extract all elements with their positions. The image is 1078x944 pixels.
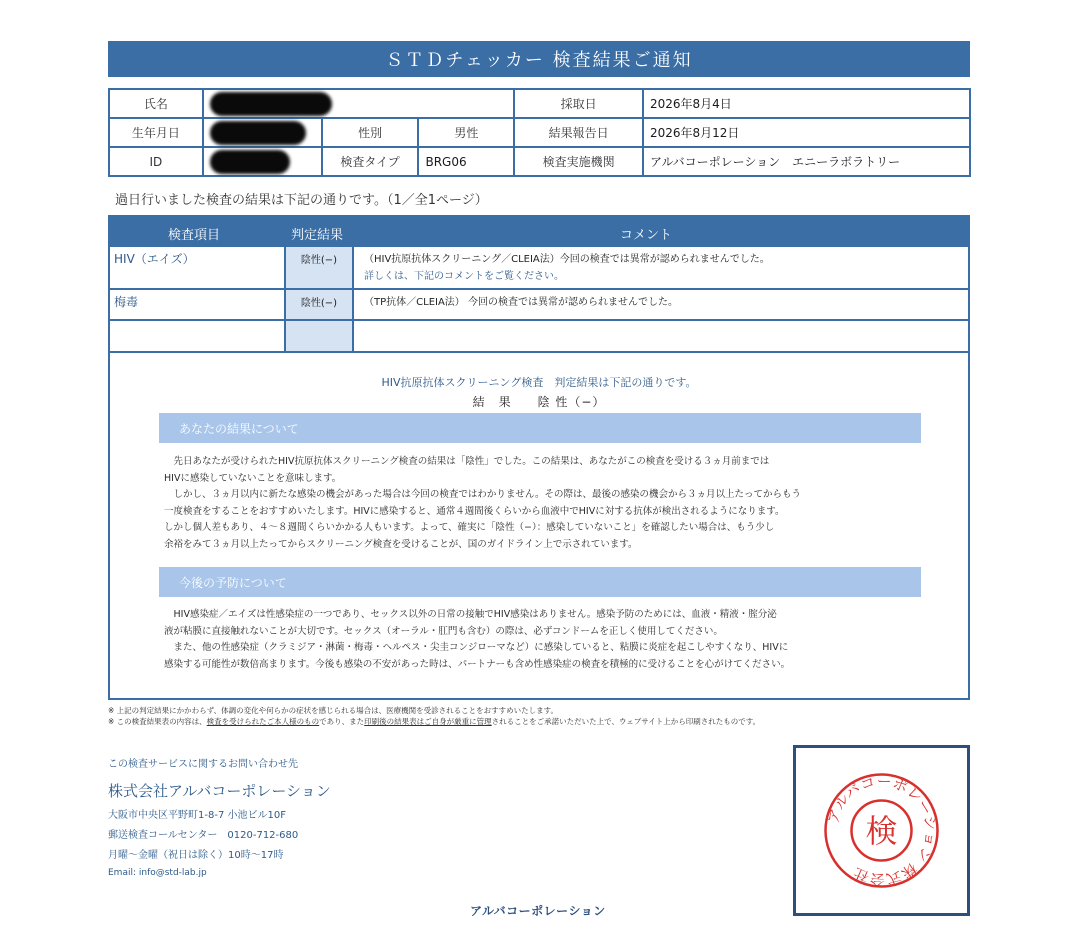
footnotes	[108, 705, 760, 727]
paragraph-line: 感染する可能性が数倍高まります。今後も感染の不安があった時は、パートナーも含め性感染症の検査を積極的に受けることを心がけてください。	[164, 658, 791, 670]
id-value-redacted	[203, 147, 322, 176]
result-value-empty	[284, 321, 354, 351]
contact-block	[108, 755, 331, 878]
collect-date-label: 採取日	[514, 89, 643, 118]
comment-line: （HIV抗原抗体スクリーニング／CLEIA法）今回の検査では異常が認められませんでした。	[364, 254, 770, 265]
result-comment	[364, 251, 770, 285]
footnote-underline: 印刷後の結果表はご自身が厳重に管理	[364, 717, 492, 726]
facility-label: 検査実施機関	[514, 147, 643, 176]
report-title: ＳＴＤチェッカー 検査結果ご通知	[108, 41, 970, 77]
footer-logo: アルバコーポレーション	[470, 904, 606, 918]
report-date-label: 結果報告日	[514, 118, 643, 147]
header-item: 検査項目	[168, 228, 221, 243]
footnote-text: であり、また	[319, 717, 365, 726]
test-type-value: BRG06	[418, 147, 514, 176]
call-center: 郵送検査コールセンター 0120-712-680	[108, 830, 299, 841]
seal-stamp-icon	[796, 748, 967, 913]
sex-label: 性別	[322, 118, 419, 147]
paragraph-line: HIV感染症／エイズは性感染症の一つであり、セックス以外の日常の接触でHIV感染はありません。感染予防のためには、血液・精液・腟分泌	[164, 609, 777, 620]
paragraph-line: しかし個人差もあり、４〜８週間くらいかかる人もいます。よって、確実に「陰性（−）：感染していないこと」を確認したい場合は、もう少し	[164, 522, 775, 533]
name-label: 氏名	[109, 89, 203, 118]
results-panel	[108, 215, 970, 700]
name-value-redacted	[203, 89, 515, 118]
paragraph-line: また、他の性感染症（クラミジア・淋菌・梅毒・ヘルペス・尖圭コンジローマなど）に感染していると、粘膜に炎症を起こしやすくなり、HIVに	[164, 642, 789, 653]
result-value: 陰性(−)	[284, 290, 354, 319]
footnote-underline: 検査を受けられたご本人様のもの	[206, 717, 320, 726]
footnote-text: ※ この検査結果表の内容は、	[108, 717, 207, 726]
paragraph-line: 余裕をみて３ヵ月以上たってからスクリーニング検査を受けることが、国のガイドライン上で示されています。	[164, 538, 638, 550]
id-label: ID	[109, 147, 203, 176]
result-row	[110, 247, 968, 290]
dob-label: 生年月日	[109, 118, 203, 147]
result-row	[110, 290, 968, 321]
result-value: 陰性(−)	[284, 247, 354, 288]
header-result: 判定結果	[291, 228, 344, 243]
result-row-empty	[110, 321, 968, 353]
business-hours: 月曜〜金曜（祝日は除く）10時〜17時	[108, 850, 284, 861]
paragraph-line: しかし、３ヵ月以内に新たな感染の機会があった場合は今回の検査ではわかりません。その際は、最後の感染の機会から３ヵ月以上たってからもう	[164, 489, 801, 500]
section-prevention-text	[164, 607, 924, 673]
section-prevention: 今後の予防について	[159, 567, 921, 597]
intro-text: 過日行いました検査の結果は下記の通りです。（1／全1ページ）	[115, 193, 488, 208]
company-name: 株式会社アルバコーポレーション	[108, 782, 331, 800]
stamp-ring-text: アルバコーポレーション 株式会社	[823, 772, 940, 889]
collect-date-value: 2026年8月4日	[643, 89, 970, 118]
explain-title: HIV抗原抗体スクリーニング検査 判定結果は下記の通りです。	[381, 376, 697, 389]
section-your-result-text	[164, 454, 924, 553]
footnote-text: されることをご承諾いただいた上で、ウェブサイト上から印刷されたものです。	[491, 717, 761, 726]
inquiry-heading: この検査サービスに関するお問い合わせ先	[108, 759, 298, 770]
result-item: HIV（エイズ）	[114, 252, 195, 266]
header-comment: コメント	[620, 228, 673, 243]
explain-result: 結 果 陰 性（−）	[472, 395, 606, 409]
company-address: 大阪市中央区平野町1-8-7 小池ビル10F	[108, 810, 286, 821]
results-header	[110, 217, 968, 247]
result-comment: （TP抗体／CLEIA法） 今回の検査では異常が認められませんでした。	[364, 297, 678, 308]
contact-email: Email: info@std-lab.jp	[108, 868, 207, 878]
paragraph-line: 液が粘膜に直接触れないことが大切です。セックス（オーラル・肛門も含む）の際は、必ずコンドームを正しく使用してください。	[164, 625, 723, 637]
facility-value: アルバコーポレーション エニーラボラトリー	[643, 147, 970, 176]
section-your-result: あなたの結果について	[159, 413, 921, 443]
stamp-box	[793, 745, 970, 916]
stamp-center-char: 検	[865, 812, 898, 850]
test-type-label: 検査タイプ	[322, 147, 419, 176]
report-date-value: 2026年8月12日	[643, 118, 970, 147]
comment-line: 詳しくは、下記のコメントをご覧ください。	[364, 271, 564, 282]
sex-value: 男性	[418, 118, 514, 147]
paragraph-line: 先日あなたが受けられたHIV抗原抗体スクリーニング検査の結果は「陰性」でした。この結果は、あなたがこの検査を受ける３ヵ月前までは	[164, 456, 770, 467]
footnote-2	[108, 716, 760, 727]
dob-value-redacted	[203, 118, 322, 147]
patient-info-table	[108, 88, 971, 177]
result-item: 梅毒	[114, 295, 139, 309]
footnote-1: ※ 上記の判定結果にかかわらず、体調の変化や何らかの症状を感じられる場合は、医療機関を受診されることをおすすめいたします。	[108, 706, 559, 715]
paragraph-line: 一度検査をすることをおすすめいたします。HIVに感染すると、通常４週間後くらいから血液中でHIVに対する抗体が検出されるようになります。	[164, 505, 785, 517]
paragraph-line: HIVに感染していないことを意味します。	[164, 472, 342, 484]
